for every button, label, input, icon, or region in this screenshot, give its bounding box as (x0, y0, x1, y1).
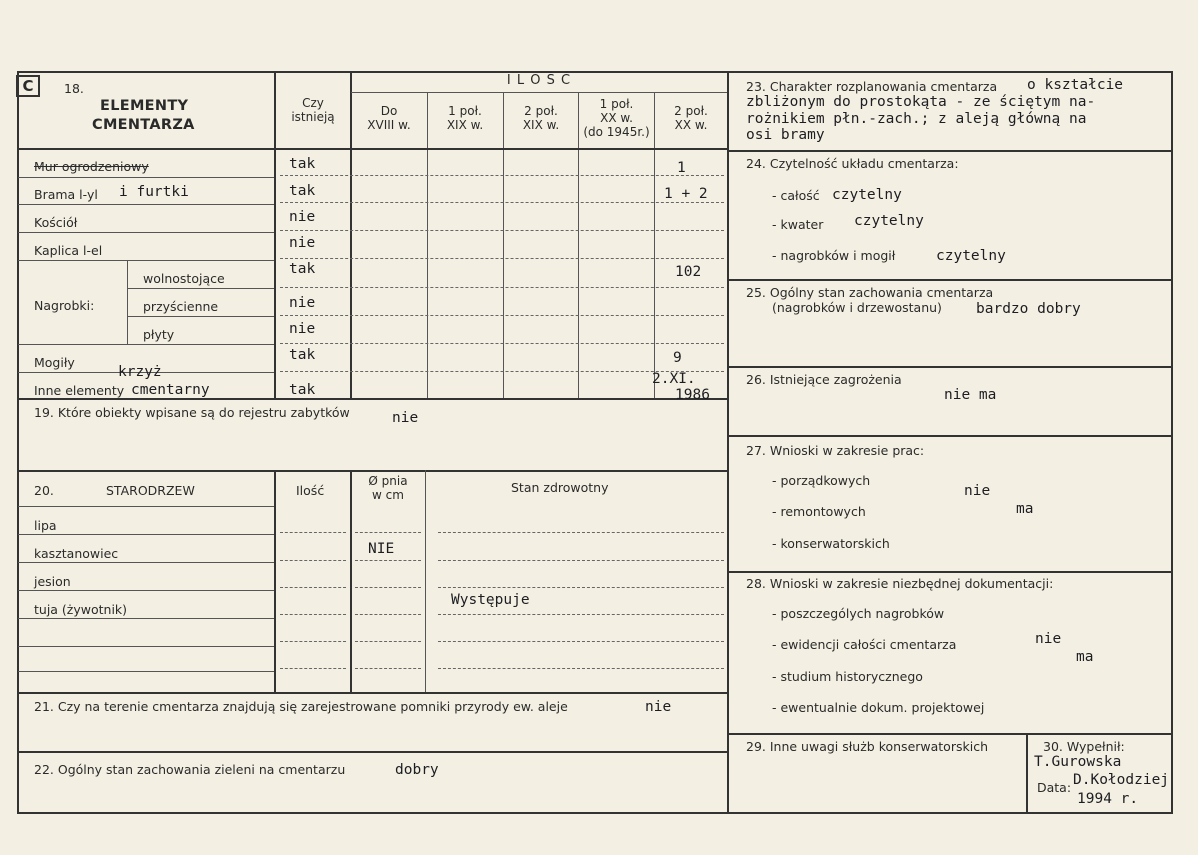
count-value: 102 (675, 264, 702, 280)
section-24-value: czytelny (832, 187, 902, 203)
tree-col-health: Stan zdrowotny (511, 480, 609, 495)
exists-value: nie (289, 209, 316, 225)
row-gate-typed: i furtki (119, 184, 189, 200)
section-24-label: 24. Czytelność układu cmentarza: (746, 156, 959, 171)
section-24-value: czytelny (854, 213, 924, 229)
section-22-label: 22. Ogólny stan zachowania zieleni na cmentarzu (34, 762, 346, 777)
tree-row-label: kasztanowiec (34, 546, 119, 561)
row-label-other: Inne elementy (34, 383, 125, 398)
section-30-label: 30. Wypełnił: (1043, 739, 1125, 754)
section-24-item: - nagrobków i mogił (772, 248, 896, 263)
section-28-item: - poszczególych nagrobków (772, 606, 945, 621)
exists-value: tak (289, 156, 316, 172)
period-header-3: 2 poł. XIX w. (522, 104, 560, 132)
exists-value: tak (289, 261, 316, 277)
section-18-title-line1: ELEMENTY (100, 98, 189, 114)
section-26-value: nie ma (944, 387, 997, 403)
section-28-item: - studium historycznego (772, 669, 923, 684)
row-label-wall-mounted: przyścienne (143, 299, 219, 314)
row-label-slabs: płyty (143, 327, 175, 342)
exists-value: tak (289, 347, 316, 363)
count-value: 9 (673, 350, 682, 366)
section-27-item: - konserwatorskich (772, 536, 890, 551)
section-25-label-sub: (nagrobków i drzewostanu) (772, 300, 942, 315)
row-label-wall: Mur ogrodzeniowy (34, 159, 149, 174)
section-21-value: nie (645, 699, 672, 715)
row-label-freestanding: wolnostojące (143, 271, 225, 286)
quantity-header: I L O Ś Ć (506, 73, 572, 88)
row-label-chapel: Kaplica l-el (34, 243, 103, 258)
section-23-typed: rożnikiem płn.-zach.; z aleją główną na (746, 111, 1087, 127)
tree-row-label: tuja (żywotnik) (34, 602, 128, 617)
section-20-title: STARODRZEW (106, 483, 195, 498)
tree-col-quantity: Ilość (296, 483, 325, 498)
row-label-church: Kościół (34, 215, 78, 230)
section-22-value: dobry (395, 762, 439, 778)
row-graves-typed: krzyż (118, 364, 162, 380)
section-19-value: nie (392, 410, 419, 426)
tree-row-label: lipa (34, 518, 57, 533)
section-23-label: 23. Charakter rozplanowania cmentarza (746, 79, 998, 94)
filled-year: 1994 r. (1077, 791, 1139, 807)
row-label-tombs: Nagrobki: (34, 298, 95, 313)
section-23-typed: o kształcie (1027, 77, 1124, 93)
section-25-label: 25. Ogólny stan zachowania cmentarza (746, 285, 994, 300)
tree-col-diameter: Ø pnia w cm (368, 474, 408, 502)
section-28-item: - ewidencji całości cmentarza (772, 637, 957, 652)
section-28-value: ma (1076, 649, 1094, 665)
date-label: Data: (1037, 780, 1072, 795)
tree-row-label: jesion (34, 574, 71, 589)
count-value: 1 + 2 (664, 186, 708, 202)
count-value: 1 (677, 160, 686, 176)
col-exists-header: Czy istnieją (291, 96, 335, 124)
section-18-number: 18. (64, 81, 84, 96)
section-26-label: 26. Istniejące zagrożenia (746, 372, 902, 387)
filled-by-name-1: T.Gurowska (1034, 754, 1122, 770)
period-header-2: 1 poł. XIX w. (446, 104, 484, 132)
section-28-item: - ewentualnie dokum. projektowej (772, 700, 985, 715)
section-20-number: 20. (34, 483, 54, 498)
date-typed-line1: 2.XI. (652, 371, 696, 387)
form-letter-box: C (16, 75, 40, 97)
section-24-item: - całość (772, 188, 820, 203)
section-24-item: - kwater (772, 217, 824, 232)
section-27-value: nie (964, 483, 991, 499)
period-header-1: Do XVIII w. (367, 104, 411, 132)
section-23-typed: osi bramy (746, 127, 825, 143)
section-18-title-line2: CMENTARZA (92, 117, 195, 133)
section-24-value: czytelny (936, 248, 1006, 264)
filled-by-name-2: D.Kołodziej (1073, 772, 1170, 788)
section-25-value: bardzo dobry (976, 301, 1081, 317)
exists-value: tak (289, 183, 316, 199)
row-other-typed: cmentarny (131, 382, 210, 398)
trees-present-typed: Występuje (451, 592, 530, 608)
period-header-4: 1 poł. XX w. (do 1945r.) (583, 97, 650, 139)
section-29-label: 29. Inne uwagi służb konserwatorskich (746, 739, 988, 754)
exists-value: tak (289, 382, 316, 398)
section-28-label: 28. Wnioski w zakresie niezbędnej dokumentacji: (746, 576, 1054, 591)
exists-value: nie (289, 321, 316, 337)
period-header-5: 2 poł. XX w. (674, 104, 708, 132)
section-21-label: 21. Czy na terenie cmentarza znajdują się zarejestrowane pomniki przyrody ew. aleje (34, 699, 568, 714)
section-27-value: ma (1016, 501, 1034, 517)
date-typed-line2: 1986 (675, 387, 710, 403)
section-28-value: nie (1035, 631, 1062, 647)
exists-value: nie (289, 235, 316, 251)
section-27-item: - porządkowych (772, 473, 871, 488)
row-label-gate: Brama l-yl (34, 187, 98, 202)
section-27-label: 27. Wnioski w zakresie prac: (746, 443, 925, 458)
section-23-typed: zbliżonym do prostokąta - ze ściętym na- (746, 94, 1096, 110)
section-27-item: - remontowych (772, 504, 866, 519)
row-label-graves: Mogiły (34, 355, 75, 370)
exists-value: nie (289, 295, 316, 311)
section-19-label: 19. Które obiekty wpisane są do rejestru zabytków (34, 405, 350, 420)
trees-none-typed: NIE (368, 541, 395, 557)
